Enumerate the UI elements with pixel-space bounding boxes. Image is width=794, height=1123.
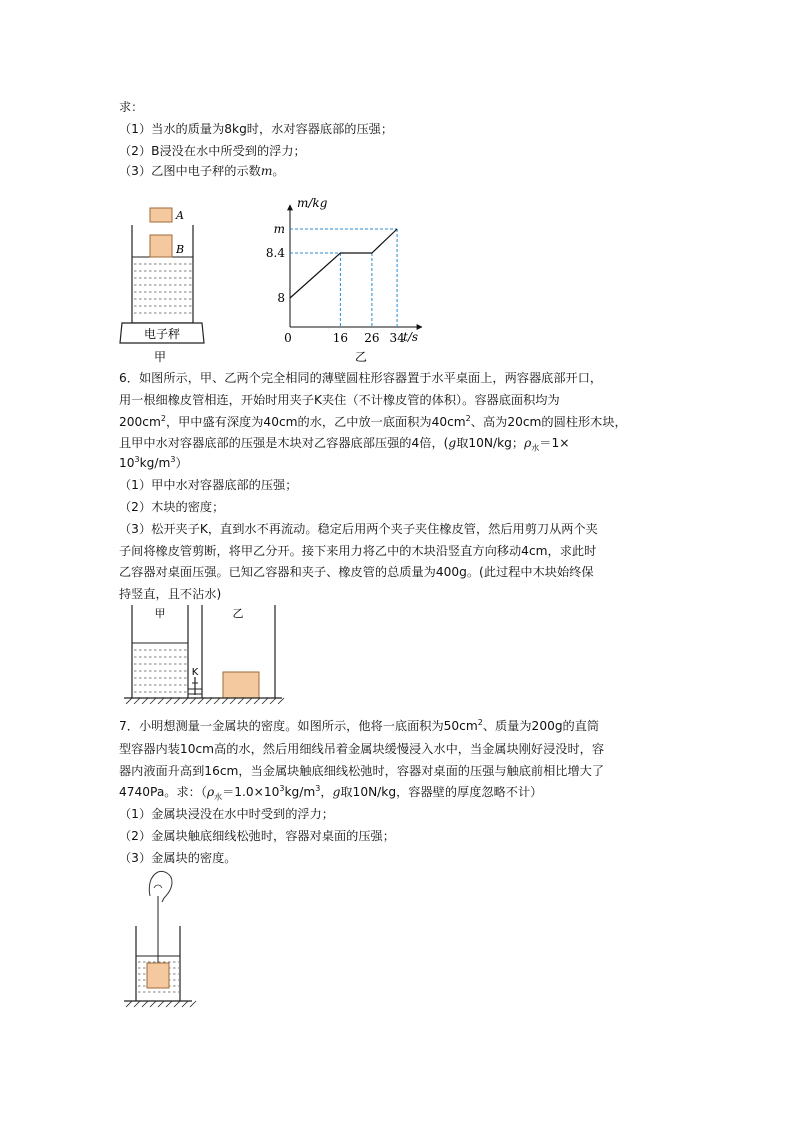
wooden-block [223,672,259,698]
q6-line3: $200cm^2$，甲中盛有深度为40cm的水，乙中放一底面积为$40cm^2$、高为20cm的圆柱形木块， [119,413,627,429]
q6-line1: 6．如图所示，甲、乙两个完全相同的薄壁圆柱形容器置于水平桌面上，两容器底部开口， [119,371,603,385]
label-b: B [176,243,185,256]
series-line [290,229,397,298]
q6-line2: 用一根细橡皮管相连，开始时用夹子K夹住（不计橡皮管的体积）。容器底面积均为 [119,393,560,407]
q7-line3: 器内液面升高到16cm，当金属块触底细线松弛时，容器对桌面的压强与触底前相比增大了 [119,764,605,778]
q7-part1: （1）金属块浸没在水中时受到的浮力； [119,807,334,821]
x-tick-26: 26 [364,331,380,345]
figure-q7-metal-block [120,868,200,1013]
label-jia: 甲 [154,607,166,620]
caption-yi: 乙 [354,350,368,364]
x-tick-34: 34 [389,331,405,345]
q5-part3: （3）乙图中电子秤的示数m。 [119,164,285,178]
y-tick-m: m [273,222,285,236]
q6-part3-a: （3）松开夹子K，直到水不再流动。稳定后用两个夹子夹住橡皮管，然后用剪刀从两个夹 [119,522,598,536]
x-tick-16: 16 [332,331,349,345]
block-b [150,235,172,257]
q5-intro: 求： [119,100,144,114]
label-a: A [176,209,184,222]
label-yi: 乙 [232,607,244,620]
q6-part2: （2）木块的密度； [119,500,225,514]
q7-line2: 型容器内装10cm高的水，然后用细线吊着金属块缓慢浸入水中，当金属块刚好浸没时，容 [119,742,605,756]
q5-part1: （1）当水的质量为8kg时，水对容器底部的压强； [119,122,394,136]
caption-jia: 甲 [153,350,167,364]
q6-line4: 且甲中水对容器底部的压强是木块对乙容器底部压强的4倍，(g取10N/kg；$\rho_水=1\times$ [119,436,570,453]
label-k: K [191,667,199,678]
y-tick-8-4: 8.4 [265,246,285,260]
q6-part1: （1）甲中水对容器底部的压强； [119,478,298,492]
scale-label: 电子秤 [143,327,181,341]
figure-q6-containers [120,603,285,709]
q6-part3-c: 乙容器对桌面压强。已知乙容器和夹子、橡皮管的总质量为400g。(此过程中木块始终保 [119,565,594,579]
x-tick-0: 0 [284,331,292,345]
y-axis-label: m/kg [297,196,328,210]
q7-part2: （2）金属块触底细线松弛时，容器对桌面的压强； [119,829,395,843]
metal-block [147,963,169,988]
q5-part2: （2）B浸没在水中所受到的浮力； [119,144,306,158]
q7-line4: 4740Pa。求：（$\rho_水=1.0\times 10^3kg/m^3$，g取10N/kg，容器壁的厚度忽略不计） [119,783,543,802]
y-tick-8: 8 [277,291,285,305]
q6-part3-b: 子间将橡皮管剪断，将甲乙分开。接下来用力将乙中的木块沿竖直方向移动4cm，求此时 [119,544,597,558]
figure-jia-scale [118,195,218,365]
block-a [150,208,172,222]
q6-part3-d: 持竖直，且不沾水) [119,587,222,601]
q7-line1: 7．小明想测量一金属块的密度。如图所示，他将一底面积为$50cm^2$、质量为200g的直筒 [119,717,600,733]
figure-yi-chart [262,193,427,365]
x-axis-label: t/s [403,330,419,344]
hand-icon [149,871,172,902]
q6-line5: $10^3kg/m^3$） [119,454,188,470]
q7-part3: （3）金属块的密度。 [119,851,237,865]
